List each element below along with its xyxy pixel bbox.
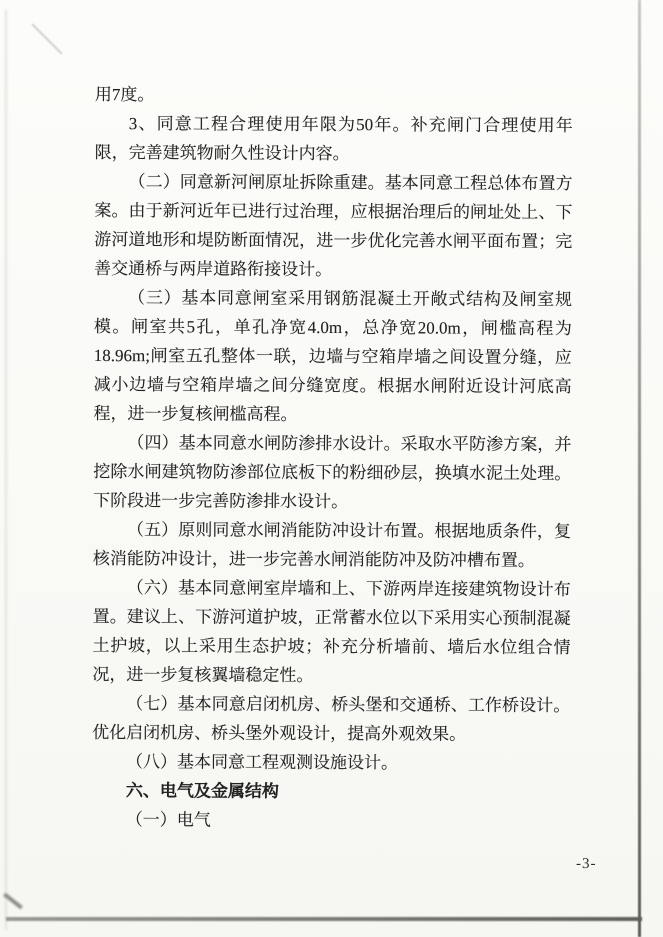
paragraph-continuation: 用7度。 bbox=[94, 84, 155, 105]
sub-section-heading: （一）电气 bbox=[125, 810, 211, 830]
scan-artifact-topleft bbox=[31, 23, 62, 54]
paragraph: （二）同意新河闸原址拆除重建。基本同意工程总体布置方案。由于新河近年已进行过治理，应根据治理后的闸址处上、下游河道地形和堤防断面情况，进一步优化完善水闸平面布置；完善交通桥与两岸道路衔接设计。 bbox=[94, 172, 573, 280]
paragraph: （六）基本同意闸室岸墙和上、下游两岸连接建筑物设计布置。建议上、下游河道护坡，正常蓄水位以下采用实心预制混凝土护坡，以上采用生态护坡；补充分析墙前、墙后水位组合情况，进一步复核翼墙稳定性。 bbox=[92, 578, 571, 685]
paragraph: （八）基本同意工程观测设施设计。 bbox=[125, 752, 399, 773]
paragraph: （三）基本同意闸室采用钢筋混凝土开敞式结构及闸室规模。闸室共5孔，单孔净宽4.0m，总净宽20.0m，闸槛高程为18.96m;闸室五孔整体一联，边墙与空箱岸墙之间设置分缝，应减小边墙与空箱岸墙之间分缝宽度。根据水闸附近设计河底高程，进一步复核闸槛高程。 bbox=[93, 288, 573, 424]
scan-edge-left bbox=[5, 10, 7, 930]
scan-edge-bottom bbox=[6, 917, 642, 921]
scan-edge-right bbox=[638, 0, 641, 937]
paragraph: （七）基本同意启闭机房、桥头堡和交通桥、工作桥设计。优化启闭机房、桥头堡外观设计，提高外观效果。 bbox=[92, 694, 571, 744]
paragraph: 3、同意工程合理使用年限为50年。补充闸门合理使用年限，完善建筑物耐久性设计内容。 bbox=[94, 114, 573, 164]
page-number: -3- bbox=[575, 855, 597, 873]
paragraph: （四）基本同意水闸防渗排水设计。采取水平防渗方案，并挖除水闸建筑物防渗部位底板下的粉细砂层，换填水泥土处理。下阶段进一步完善防渗排水设计。 bbox=[93, 433, 572, 512]
paragraph: （五）原则同意水闸消能防冲设计布置。根据地质条件，复核消能防冲设计，进一步完善水闸消能防冲及防冲槽布置。 bbox=[92, 520, 572, 570]
section-heading: 六、电气及金属结构 bbox=[125, 781, 279, 801]
document-content bbox=[92, 80, 573, 836]
